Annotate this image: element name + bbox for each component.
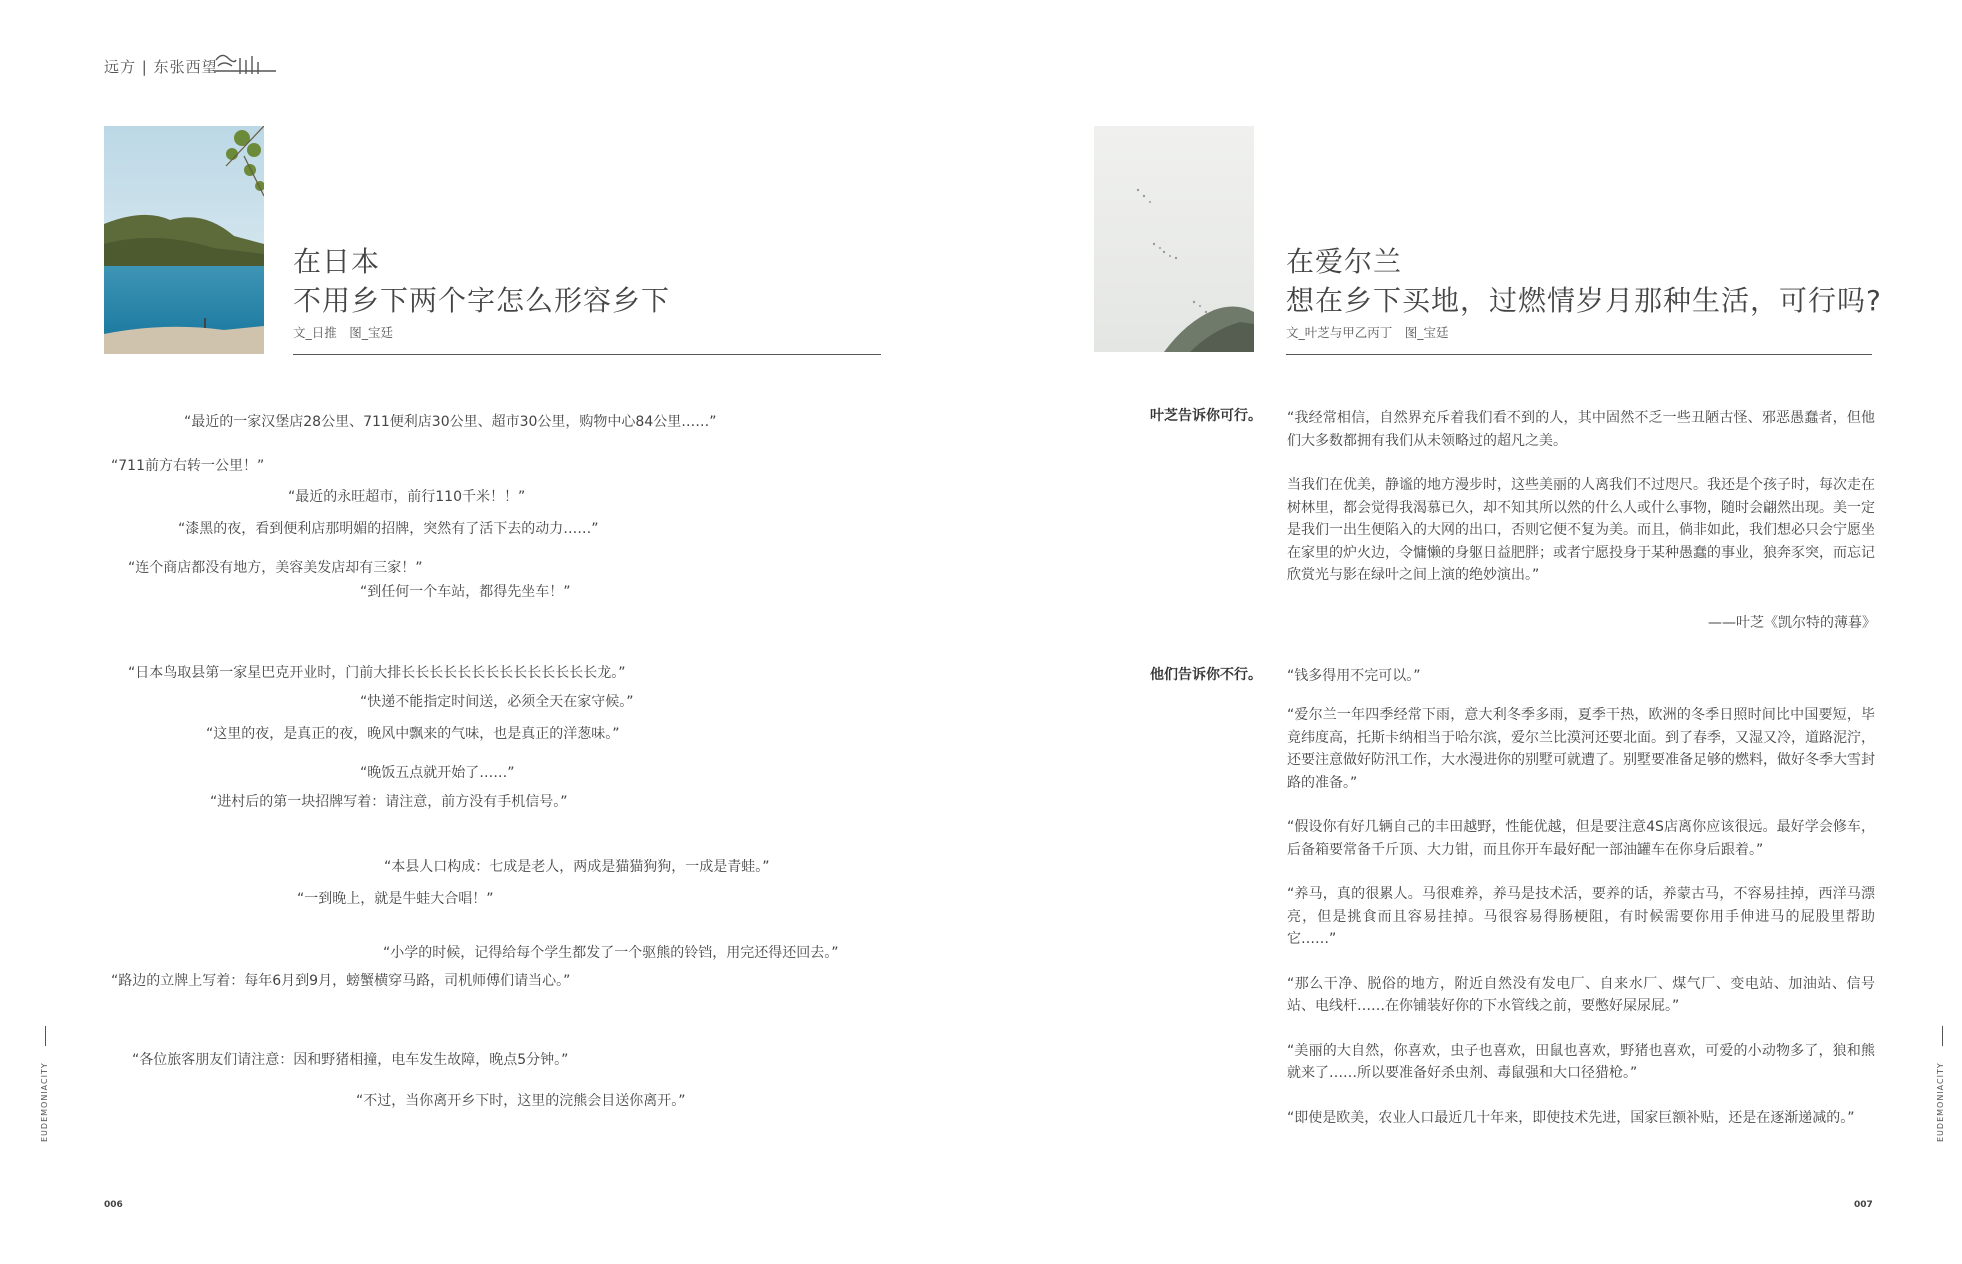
left-article-credit: 文_日推 图_宝廷 [293,325,394,340]
left-vertical-masthead: EUDEMONIACITY [40,1062,49,1142]
quote: “本县人口构成：七成是老人，两成是猫猫狗狗，一成是青蛙。” [384,859,770,875]
quote: “不过，当你离开乡下时，这里的浣熊会目送你离开。” [356,1093,686,1109]
misty-hillside-photo [1094,126,1254,352]
paragraph: “假设你有好几辆自己的丰田越野，性能优越，但是要注意4S店离你应该很远。最好学会修车，后备箱要常备千斤顶、大力钳，而且你开车最好配一部油罐车在你身后跟着。” [1287,819,1875,858]
quote: “路边的立牌上写着：每年6月到9月，螃蟹横穿马路，司机师傅们请当心。” [111,973,571,989]
paragraph: “我经常相信，自然界充斥着我们看不到的人，其中固然不乏一些丑陋古怪、邪恶愚蠢者，但他们大多数都拥有我们从未领略过的超凡之美。 [1287,410,1875,449]
label-yeats-says-yes: 叶芝告诉你可行。 [1150,408,1262,424]
quote: “晚饭五点就开始了……” [360,765,515,781]
quote: “小学的时候，记得给每个学生都发了一个驱熊的铃铛，用完还得还回去。” [383,945,839,961]
quote: “日本鸟取县第一家星巴克开业时，门前大排长长长长长长长长长长长长长长龙。” [128,665,626,681]
paragraph: 当我们在优美，静谧的地方漫步时，这些美丽的人离我们不过咫尺。我还是个孩子时，每次走在树林里，都会觉得我渴慕已久，却不知其所以然的什么人或什么事物，随时会翩然出现。美一定是我们一出生便陷入的大网的出口，否则它便不复为美。而且，倘非如此，我们想必只会宁愿坐在家里的炉火边，令慵懒的身躯日益肥胖；或者宁愿投身于某种愚蠢的事业，狼奔豕突，而忘记欣赏光与影在绿叶之间上演的绝妙演出。” [1287,477,1875,583]
right-margin-marker [1942,1026,1943,1046]
section-ornament-icon [214,50,276,76]
left-margin-marker [45,1026,46,1046]
right-page-number: 007 [1854,1200,1873,1210]
quote: “最近的永旺超市，前行110千米！！” [288,489,526,505]
paragraph: “养马，真的很累人。马很难养，养马是技术活，要养的话，养蒙古马，不容易挂掉，西洋马漂亮，但是挑食而且容易挂掉。马很容易得肠梗阻，有时候需要你用手伸进马的屁股里帮助它……” [1287,886,1875,947]
right-article-title-line1: 在爱尔兰 [1286,245,1403,278]
counterpoint-quotes [1287,704,1875,1151]
quote: “漆黑的夜，看到便利店那明媚的招牌，突然有了活下去的动力……” [178,521,599,537]
left-article-title-line1: 在日本 [293,245,381,278]
left-page-number: 006 [104,1200,123,1210]
paragraph: “即使是欧美，农业人口最近几十年来，即使技术先进，国家巨额补贴，还是在逐渐递减的。” [1287,1109,1855,1126]
paragraph: “爱尔兰一年四季经常下雨，意大利冬季多雨，夏季干热，欧洲的冬季日照时间比中国要短，毕竟纬度高，托斯卡纳相当于哈尔滨，爱尔兰比漠河还要北面。到了春季，又湿又冷，道路泥泞，还要注意做好防汛工作，大水漫进你的别墅可就遭了。别墅要准备足够的燃料，做好冬季大雪封路的准备。” [1287,707,1875,791]
quote: “一到晚上，就是牛蛙大合唱！” [297,891,494,907]
yeats-attribution: ——叶芝《凯尔特的薄暮》 [1708,615,1876,631]
quote: “钱多得用不完可以。” [1287,668,1421,684]
right-vertical-masthead: EUDEMONIACITY [1936,1062,1945,1142]
left-title-rule [293,354,881,355]
lake-landscape-photo [104,126,264,354]
quote: “711前方右转一公里！” [111,458,265,474]
paragraph: “那么干净、脱俗的地方，附近自然没有发电厂、自来水厂、煤气厂、变电站、加油站、信号站、电线杆……在你铺装好你的下水管线之前，要憋好屎尿屁。” [1287,975,1875,1014]
quote: “到任何一个车站，都得先坐车！” [360,584,571,600]
right-title-rule [1286,354,1872,355]
quote: “这里的夜，是真正的夜，晚风中飘来的气味，也是真正的洋葱味。” [206,726,620,742]
yeats-quote-block [1287,407,1875,609]
quote: “最近的一家汉堡店28公里、711便利店30公里、超市30公里，购物中心84公里……” [184,414,717,430]
left-article-title-line2: 不用乡下两个字怎么形容乡下 [293,284,671,317]
quote: “各位旅客朋友们请注意：因和野猪相撞，电车发生故障，晚点5分钟。” [132,1052,569,1068]
quote: “进村后的第一块招牌写着：请注意，前方没有手机信号。” [210,794,568,810]
right-article-title-line2: 想在乡下买地，过燃情岁月那种生活，可行吗? [1286,284,1882,317]
right-article-credit: 文_叶芝与甲乙丙丁 图_宝廷 [1286,325,1449,340]
quote: “连个商店都没有地方，美容美发店却有三家！” [128,560,423,576]
label-they-say-no: 他们告诉你不行。 [1150,667,1262,683]
quote: “快递不能指定时间送，必须全天在家守候。” [360,694,634,710]
paragraph: “美丽的大自然，你喜欢，虫子也喜欢，田鼠也喜欢，野猪也喜欢，可爱的小动物多了，狼和熊就来了……所以要准备好杀虫剂、毒鼠强和大口径猎枪。” [1287,1042,1875,1081]
section-header: 远方 | 东张西望 [104,58,218,76]
